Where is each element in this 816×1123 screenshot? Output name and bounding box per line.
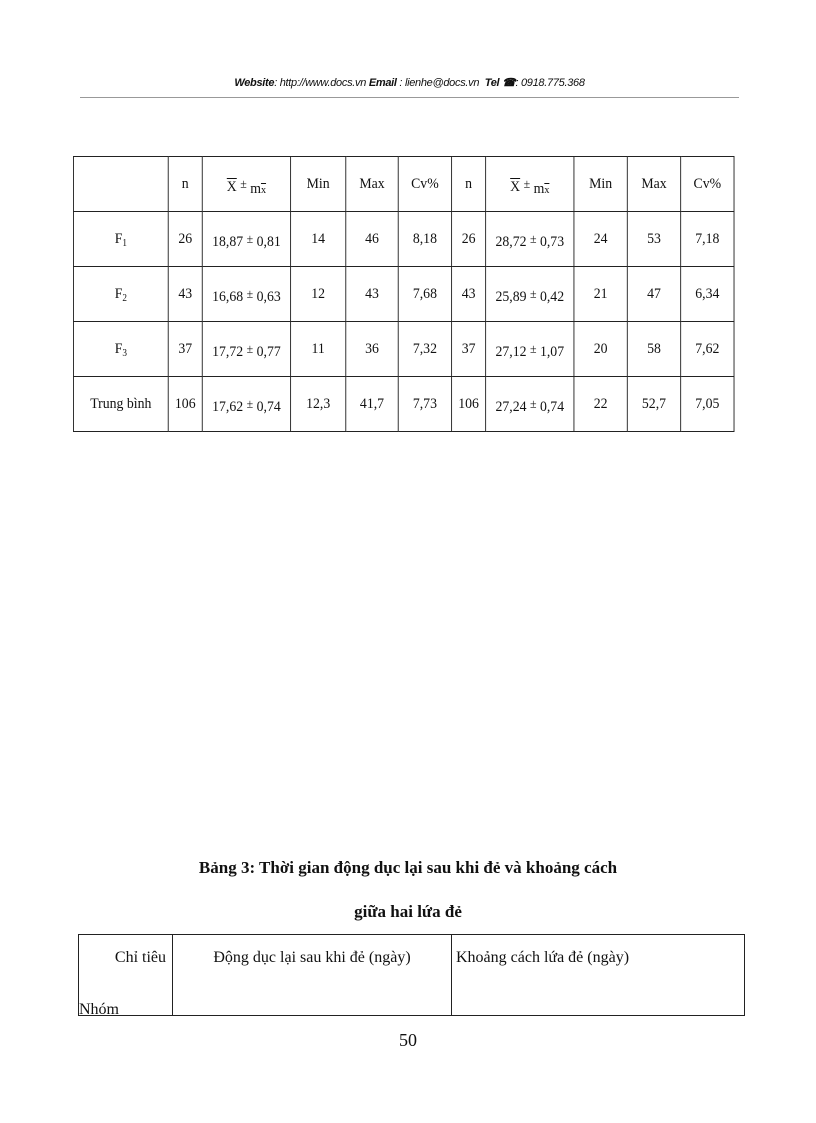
header-pm-2: ± (523, 175, 531, 191)
column-header-interval: Khoảng cách lứa đẻ (ngày) (452, 935, 745, 1016)
estrus-table (78, 934, 745, 1016)
plus-minus-sign: ± (529, 340, 537, 356)
cell-cv2: 7,05 (681, 377, 734, 432)
cell-cv1: 7,32 (398, 322, 451, 377)
cell-min2: 24 (574, 212, 627, 267)
cell-max2: 53 (627, 212, 680, 267)
header-mean-1 (202, 157, 290, 212)
cell-n2: 106 (452, 377, 486, 432)
cell-se2-value: 0,73 (539, 233, 565, 250)
cell-max2: 52,7 (627, 377, 680, 432)
cell-max1: 41,7 (346, 377, 398, 432)
row-label (73, 322, 168, 377)
cell-cv2: 7,62 (681, 322, 734, 377)
row-label-sub: 2 (122, 292, 127, 304)
cell-mean1-value: 17,62 (212, 398, 244, 415)
plus-minus-sign: ± (529, 230, 537, 246)
table-caption-line1: Bảng 3: Thời gian động dục lại sau khi đẻ và khoảng cách (198, 858, 618, 877)
plus-minus-sign: ± (246, 285, 254, 301)
cell-min1: 12,3 (291, 377, 346, 432)
plus-minus-sign: ± (246, 395, 254, 411)
cell-mean2-value: 27,12 (495, 343, 527, 360)
cell-cv1: 7,73 (398, 377, 451, 432)
cell-mean1-value: 16,68 (212, 288, 244, 305)
cell-mean2 (486, 322, 574, 377)
statistics-table (73, 156, 734, 432)
header-min-1: Min (291, 157, 346, 212)
header-m-sub: $\overline{x}$ (260, 183, 267, 196)
cell-se1-value: 0,74 (256, 398, 281, 415)
header-x: $\overline{X}$ (226, 178, 237, 195)
row-label-sub: 3 (122, 347, 127, 359)
cell-mean2-value: 27,24 (495, 398, 527, 415)
website-label: Website (234, 77, 275, 89)
cell-min1: 11 (291, 322, 346, 377)
table-row (73, 322, 734, 377)
row-label (73, 267, 168, 322)
plus-minus-sign: ± (246, 230, 254, 246)
cell-n1: 26 (168, 212, 202, 267)
header-divider (80, 97, 739, 98)
page-number: 50 (399, 1030, 417, 1050)
cell-min1: 12 (291, 267, 346, 322)
cell-mean2 (486, 212, 574, 267)
cell-mean1 (202, 322, 290, 377)
table-header-row (73, 157, 734, 212)
cell-mean2 (486, 267, 574, 322)
cell-cv2: 6,34 (681, 267, 734, 322)
row-label-sub: 1 (122, 237, 127, 249)
cell-min2: 20 (574, 322, 627, 377)
tel-label: Tel (484, 77, 500, 89)
header-x-2: $\overline{X}$ (510, 178, 521, 195)
table-row (73, 212, 734, 267)
page-header (80, 76, 739, 89)
cell-max1: 36 (346, 322, 398, 377)
cell-mean1-value: 18,87 (212, 233, 244, 250)
row-label-text: Trung bình (90, 395, 152, 412)
cell-mean1 (202, 267, 290, 322)
diagonal-header-cell (79, 935, 173, 1016)
cell-cv2: 7,18 (681, 212, 734, 267)
header-mean-2 (486, 157, 574, 212)
header-m-sub-2: $\overline{x}$ (544, 183, 550, 196)
row-label (73, 377, 168, 432)
cell-n1: 43 (168, 267, 202, 322)
corner-bottom-label: Nhóm (79, 1001, 119, 1018)
header-max-2: Max (627, 157, 680, 212)
cell-n2: 43 (452, 267, 486, 322)
header-pm: ± (240, 175, 247, 191)
table-caption-line2: giữa hai lứa đẻ (354, 902, 462, 921)
cell-min2: 21 (574, 267, 627, 322)
email-value: : lienhe@docs.vn (396, 77, 480, 89)
cell-se1-value: 0,81 (256, 233, 281, 250)
cell-n1: 37 (168, 322, 202, 377)
email-label: Email (368, 77, 397, 89)
cell-mean2-value: 25,89 (495, 288, 527, 305)
cell-se2-value: 0,42 (539, 288, 565, 305)
cell-mean1 (202, 377, 290, 432)
row-label-text: F (114, 340, 123, 357)
plus-minus-sign: ± (529, 395, 537, 411)
table-row (73, 267, 734, 322)
table-header-row (79, 935, 745, 1016)
cell-mean1-value: 17,72 (212, 343, 244, 360)
website-value: : http://www.docs.vn (274, 77, 367, 89)
cell-cv1: 8,18 (398, 212, 451, 267)
cell-se1-value: 0,63 (256, 288, 281, 305)
plus-minus-sign: ± (529, 285, 537, 301)
cell-mean2-value: 28,72 (495, 233, 527, 250)
cell-min1: 14 (291, 212, 346, 267)
corner-top-label: Chỉ tiêu (114, 949, 166, 966)
table-row (73, 377, 734, 432)
phone-icon: ☎ (502, 77, 516, 89)
cell-se2-value: 1,07 (539, 343, 565, 360)
header-cv-1: Cv% (398, 157, 451, 212)
header-n: n (168, 157, 202, 212)
row-label-text: F (114, 285, 123, 302)
header-max-1: Max (346, 157, 398, 212)
cell-cv1: 7,68 (398, 267, 451, 322)
cell-mean2 (486, 377, 574, 432)
header-m: m (250, 180, 261, 197)
header-n-2: n (452, 157, 486, 212)
plus-minus-sign: ± (246, 340, 254, 356)
header-min-2: Min (574, 157, 627, 212)
header-cv-2: Cv% (681, 157, 734, 212)
tel-value: : 0918.775.368 (515, 77, 585, 89)
cell-n2: 26 (452, 212, 486, 267)
cell-min2: 22 (574, 377, 627, 432)
column-header-estrus: Động dục lại sau khi đẻ (ngày) (173, 935, 452, 1016)
cell-max2: 58 (627, 322, 680, 377)
cell-max2: 47 (627, 267, 680, 322)
corner-cell (73, 157, 168, 212)
cell-max1: 46 (346, 212, 398, 267)
row-label (73, 212, 168, 267)
cell-max1: 43 (346, 267, 398, 322)
row-label-text: F (114, 230, 123, 247)
cell-se1-value: 0,77 (256, 343, 281, 360)
cell-n1: 106 (168, 377, 202, 432)
cell-n2: 37 (452, 322, 486, 377)
cell-mean1 (202, 212, 290, 267)
header-m-2: m (533, 180, 545, 197)
cell-se2-value: 0,74 (539, 398, 565, 415)
